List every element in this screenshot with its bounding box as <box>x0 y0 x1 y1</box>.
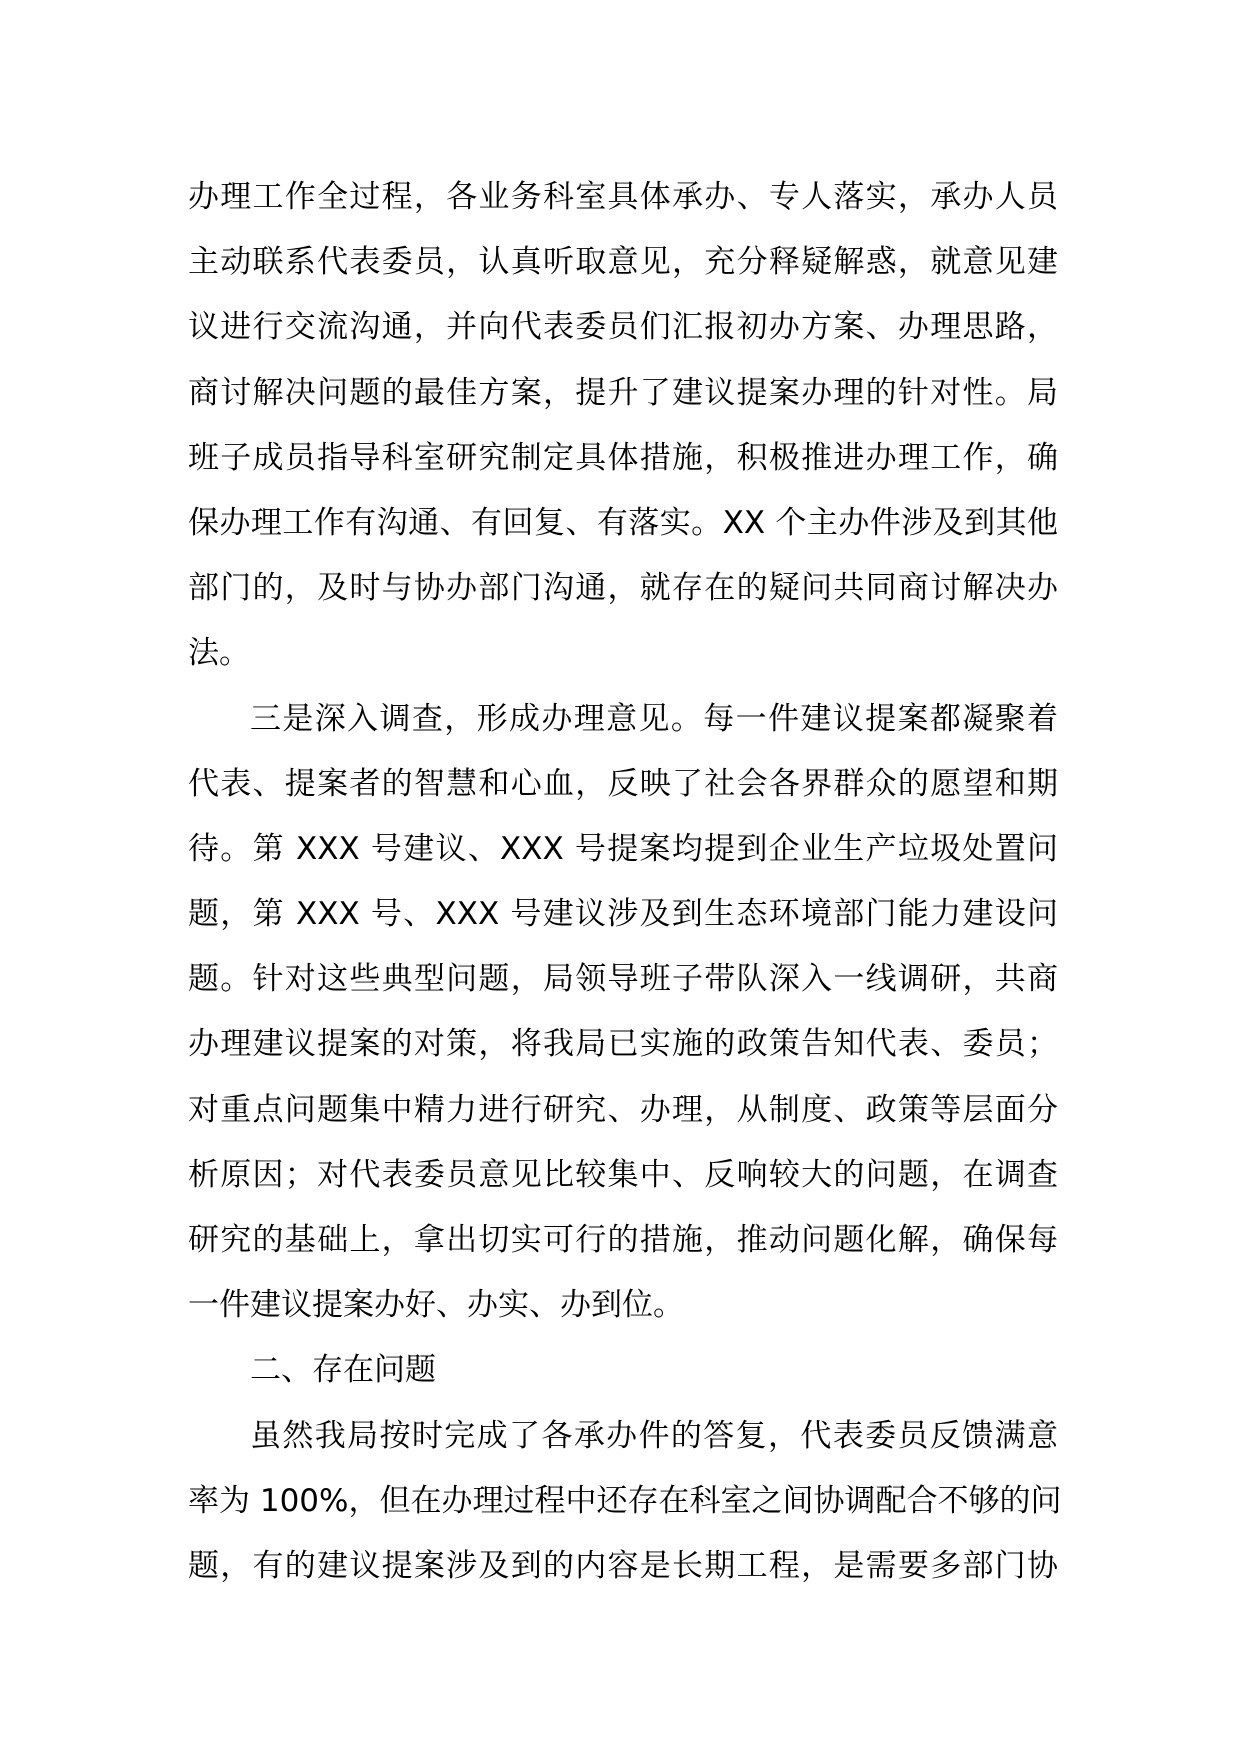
text-line: 率为 100%，但在办理过程中还存在科室之间协调配合不够的问 <box>188 1482 1062 1519</box>
text-line: 一件建议提案办好、办实、办到位。 <box>188 1287 684 1324</box>
text-line: 部门的，及时与协办部门沟通，就存在的疑问共同商讨解决办 <box>188 570 1058 607</box>
text-line: 析原因；对代表委员意见比较集中、反响较大的问题，在调查 <box>188 1156 1058 1193</box>
text-line: 代表、提案者的智慧和心血，反映了社会各界群众的愿望和期 <box>188 765 1058 802</box>
text-line: 研究的基础上，拿出切实可行的措施，推动问题化解，确保每 <box>188 1222 1058 1258</box>
paragraph-first-line: 虽然我局按时完成了各承办件的答复，代表委员反馈满意 <box>250 1417 1058 1454</box>
text-line: 法。 <box>188 635 250 672</box>
section-heading: 二、存在问题 <box>250 1352 436 1389</box>
text-line: 题，有的建议提案涉及到的内容是长期工程，是需要多部门协 <box>188 1547 1058 1584</box>
text-line: 商讨解决问题的最佳方案，提升了建议提案办理的针对性。局 <box>188 374 1058 411</box>
text-line: 待。第 XXX 号建议、XXX 号提案均提到企业生产垃圾处置问 <box>188 830 1058 867</box>
text-line: 题，第 XXX 号、XXX 号建议涉及到生态环境部门能力建设问 <box>188 896 1058 933</box>
text-line: 办理建议提案的对策，将我局已实施的政策告知代表、委员； <box>188 1026 1058 1063</box>
paragraph-first-line: 三是深入调查，形成办理意见。每一件建议提案都凝聚着 <box>250 700 1058 737</box>
text-line: 保办理工作有沟通、有回复、有落实。XX 个主办件涉及到其他 <box>188 504 1058 541</box>
text-line: 办理工作全过程，各业务科室具体承办、专人落实，承办人员 <box>188 179 1058 215</box>
body-text <box>188 165 1062 1599</box>
text-line: 议进行交流沟通，并向代表委员们汇报初办方案、办理思路， <box>188 309 1058 346</box>
text-line: 对重点问题集中精力进行研究、办理，从制度、政策等层面分 <box>188 1091 1058 1128</box>
text-line: 班子成员指导科室研究制定具体措施，积极推进办理工作，确 <box>188 439 1058 476</box>
text-line: 题。针对这些典型问题，局领导班子带队深入一线调研，共商 <box>188 961 1058 998</box>
text-line: 主动联系代表委员，认真听取意见，充分释疑解惑，就意见建 <box>188 244 1058 281</box>
